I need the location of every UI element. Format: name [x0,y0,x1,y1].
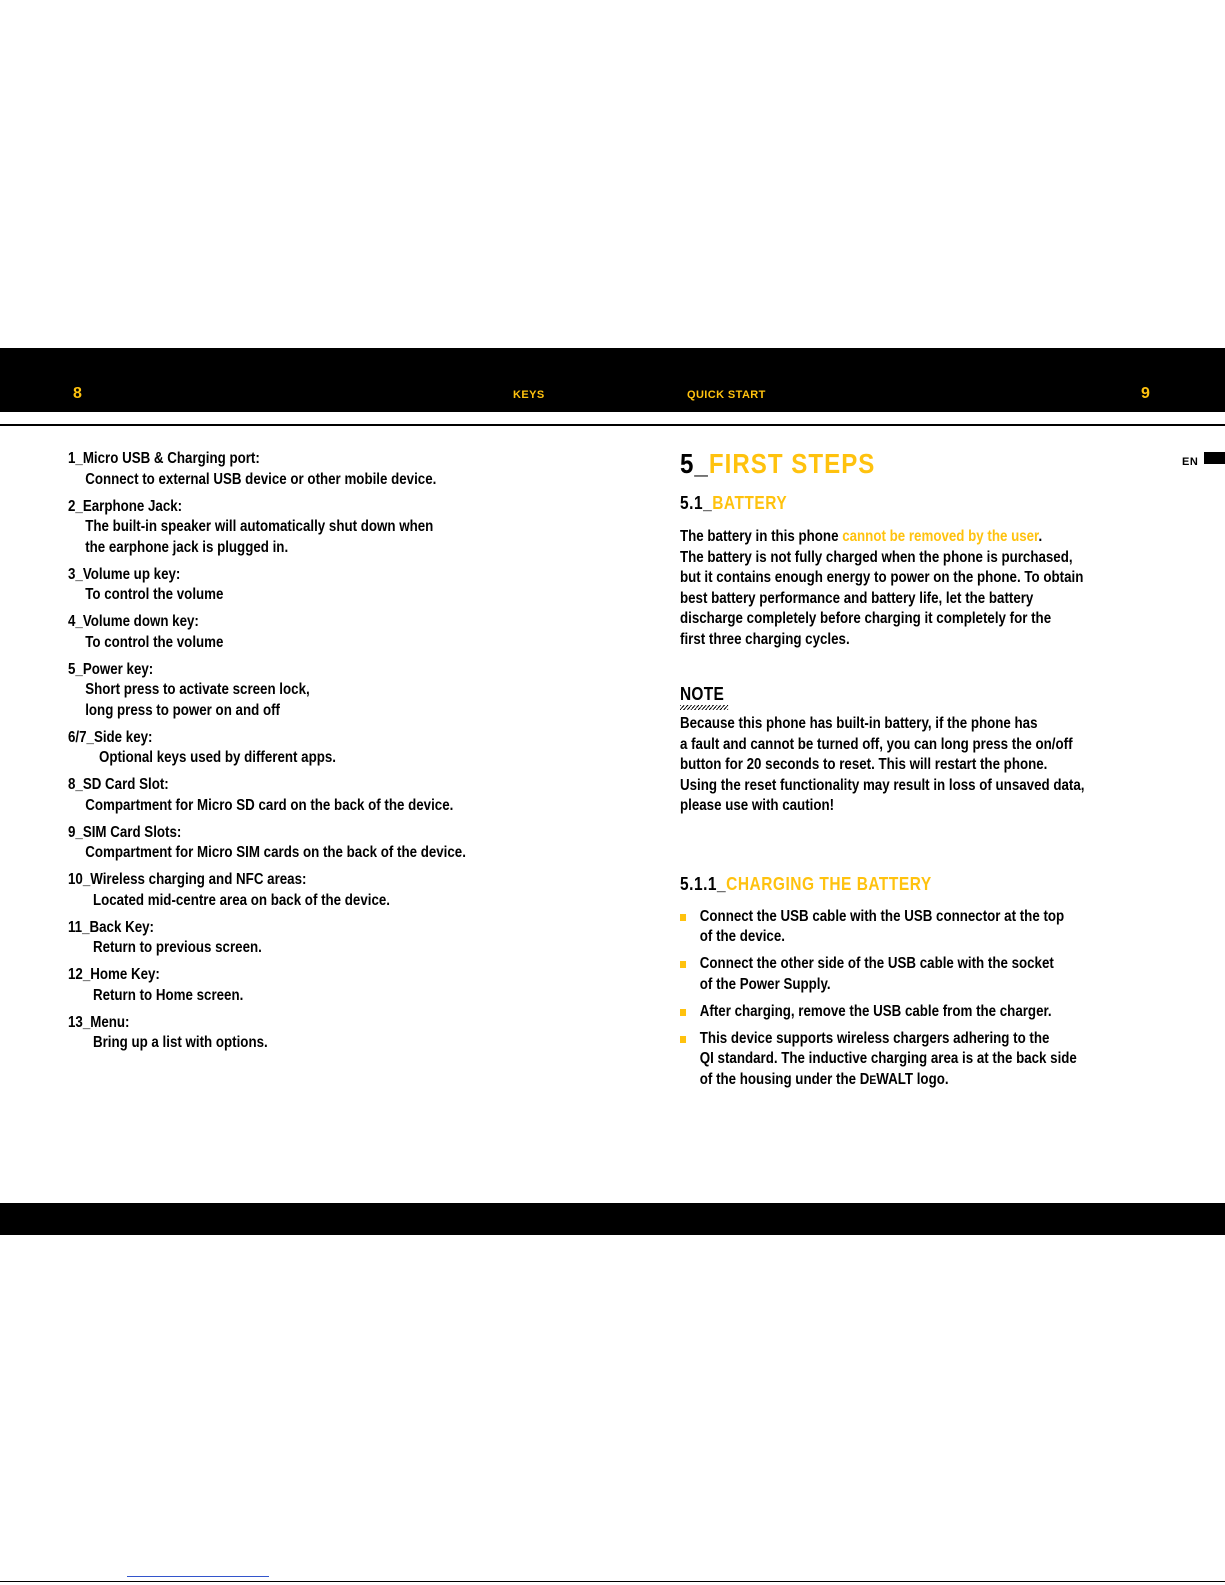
key-description: Connect to external USB device or other mobile device. [85,470,437,488]
note-line: please use with caution! [680,797,835,814]
first-steps-section [680,449,1162,1097]
key-item [68,1013,601,1054]
battery-line: discharge completely before charging it completely for the [680,610,1052,627]
subsection-text: CHARGING THE BATTERY [726,873,932,894]
key-title: 9_SIM Card Slots: [68,823,182,841]
bullet-line: of the Power Supply. [699,975,831,993]
bullet-line: Connect the other side of the USB cable with the socket [699,955,1054,972]
key-title: 10_Wireless charging and NFC areas: [68,871,307,888]
list-item [680,1029,1162,1091]
key-description: Compartment for Micro SIM cards on the back of the device. [85,844,466,861]
bullet-square-icon [680,914,686,921]
key-item [68,775,601,816]
bullet-line-prefix: of the housing under the D [699,1070,870,1088]
key-description: Return to Home screen. [92,986,244,1004]
key-item [68,497,601,559]
key-description: long press to power on and off [85,701,280,719]
language-tag-marker [1204,452,1225,464]
key-description: To control the volume [85,633,224,651]
key-item [68,870,601,911]
bullet-line: QI standard. The inductive charging area is at the back side [699,1050,1077,1067]
bullet-line-suffix: WALT logo. [876,1070,949,1088]
key-description: Optional keys used by different apps. [98,749,336,766]
list-item [680,907,1162,948]
key-title: 2_Earphone Jack: [68,497,183,515]
key-title: 11_Back Key: [68,918,154,936]
keys-list [68,449,601,1060]
brand-smallcaps-letter: E [869,1072,877,1087]
link-underline [127,1576,269,1577]
key-title: 8_SD Card Slot: [68,776,169,793]
battery-line: first three charging cycles. [680,630,850,648]
charging-steps [680,907,1162,1091]
key-description: To control the volume [85,586,224,603]
key-description: the earphone jack is plugged in. [85,538,289,556]
bullet-line: Connect the USB cable with the USB connector at the top [699,907,1065,925]
list-item [680,1002,1162,1023]
bullet-square-icon [680,1009,686,1016]
list-item [680,954,1162,995]
footer-bar [0,1203,1225,1235]
page-bottom-line [0,1581,1225,1582]
bullet-square-icon [680,1036,686,1043]
subsection-heading-charging [680,873,1162,895]
key-description: Located mid-centre area on back of the device. [92,891,391,909]
key-description: The built-in speaker will automatically shut down when [85,518,434,535]
key-title: 3_Volume up key: [68,565,181,583]
battery-line: best battery performance and battery life, let the battery [680,589,1034,607]
key-title: 4_Volume down key: [68,613,199,630]
note-line: Using the reset functionality may result in loss of unsaved data, [680,776,1085,794]
note-paragraph [680,714,1162,817]
key-title: 12_Home Key: [68,966,160,983]
battery-paragraph [680,527,1162,650]
battery-intro-suffix: . [1038,528,1043,545]
battery-line: The battery is not fully charged when the phone is purchased, [680,548,1073,566]
key-title: 1_Micro USB & Charging port: [68,450,260,467]
key-title: 13_Menu: [68,1013,130,1031]
key-item [68,918,601,959]
right-page-number: 9 [1141,385,1150,402]
key-description: Compartment for Micro SD card on the back of the device. [85,796,454,814]
language-tag: EN [1182,456,1199,468]
header-bar [0,348,1225,412]
note-line: Because this phone has built-in battery, if the phone has [680,715,1038,732]
left-page-number: 8 [73,385,82,402]
key-item [68,612,601,653]
key-item [68,449,601,490]
key-description: Short press to activate screen lock, [85,681,310,698]
bullet-line: This device supports wireless chargers adhering to the [699,1029,1050,1047]
bullet-square-icon [680,961,686,968]
subsection-heading-battery [680,492,1162,514]
key-item [68,823,601,864]
left-running-title: KEYS [513,389,545,401]
section-heading-number: 5_ [680,448,709,479]
subsection-text: BATTERY [712,493,788,513]
key-description: Return to previous screen. [92,939,262,956]
bullet-line: of the device. [699,928,785,945]
right-running-title: QUICK START [687,389,766,401]
section-heading [680,449,1162,479]
battery-line: but it contains enough energy to power on the phone. To obtain [680,569,1084,586]
key-description: Bring up a list with options. [92,1034,268,1051]
note-line: a fault and cannot be turned off, you can long press the on/off [680,735,1073,753]
note-title: NOTE [680,684,725,704]
bullet-line: After charging, remove the USB cable from the charger. [699,1002,1052,1020]
key-title: 6/7_Side key: [68,728,153,746]
header-rule [0,424,1225,426]
key-title: 5_Power key: [68,660,154,678]
key-item [68,728,601,769]
subsection-number: 5.1_ [680,493,713,513]
key-item [68,565,601,606]
key-item [68,660,601,722]
key-item [68,965,601,1006]
subsection-number: 5.1.1_ [680,873,727,894]
note-line: button for 20 seconds to reset. This will restart the phone. [680,756,1048,773]
battery-intro-prefix: The battery in this phone [680,528,843,545]
battery-intro-highlight: cannot be removed by the user [842,528,1039,545]
section-heading-text: FIRST STEPS [708,448,876,479]
note-hatch-rule [680,705,728,710]
